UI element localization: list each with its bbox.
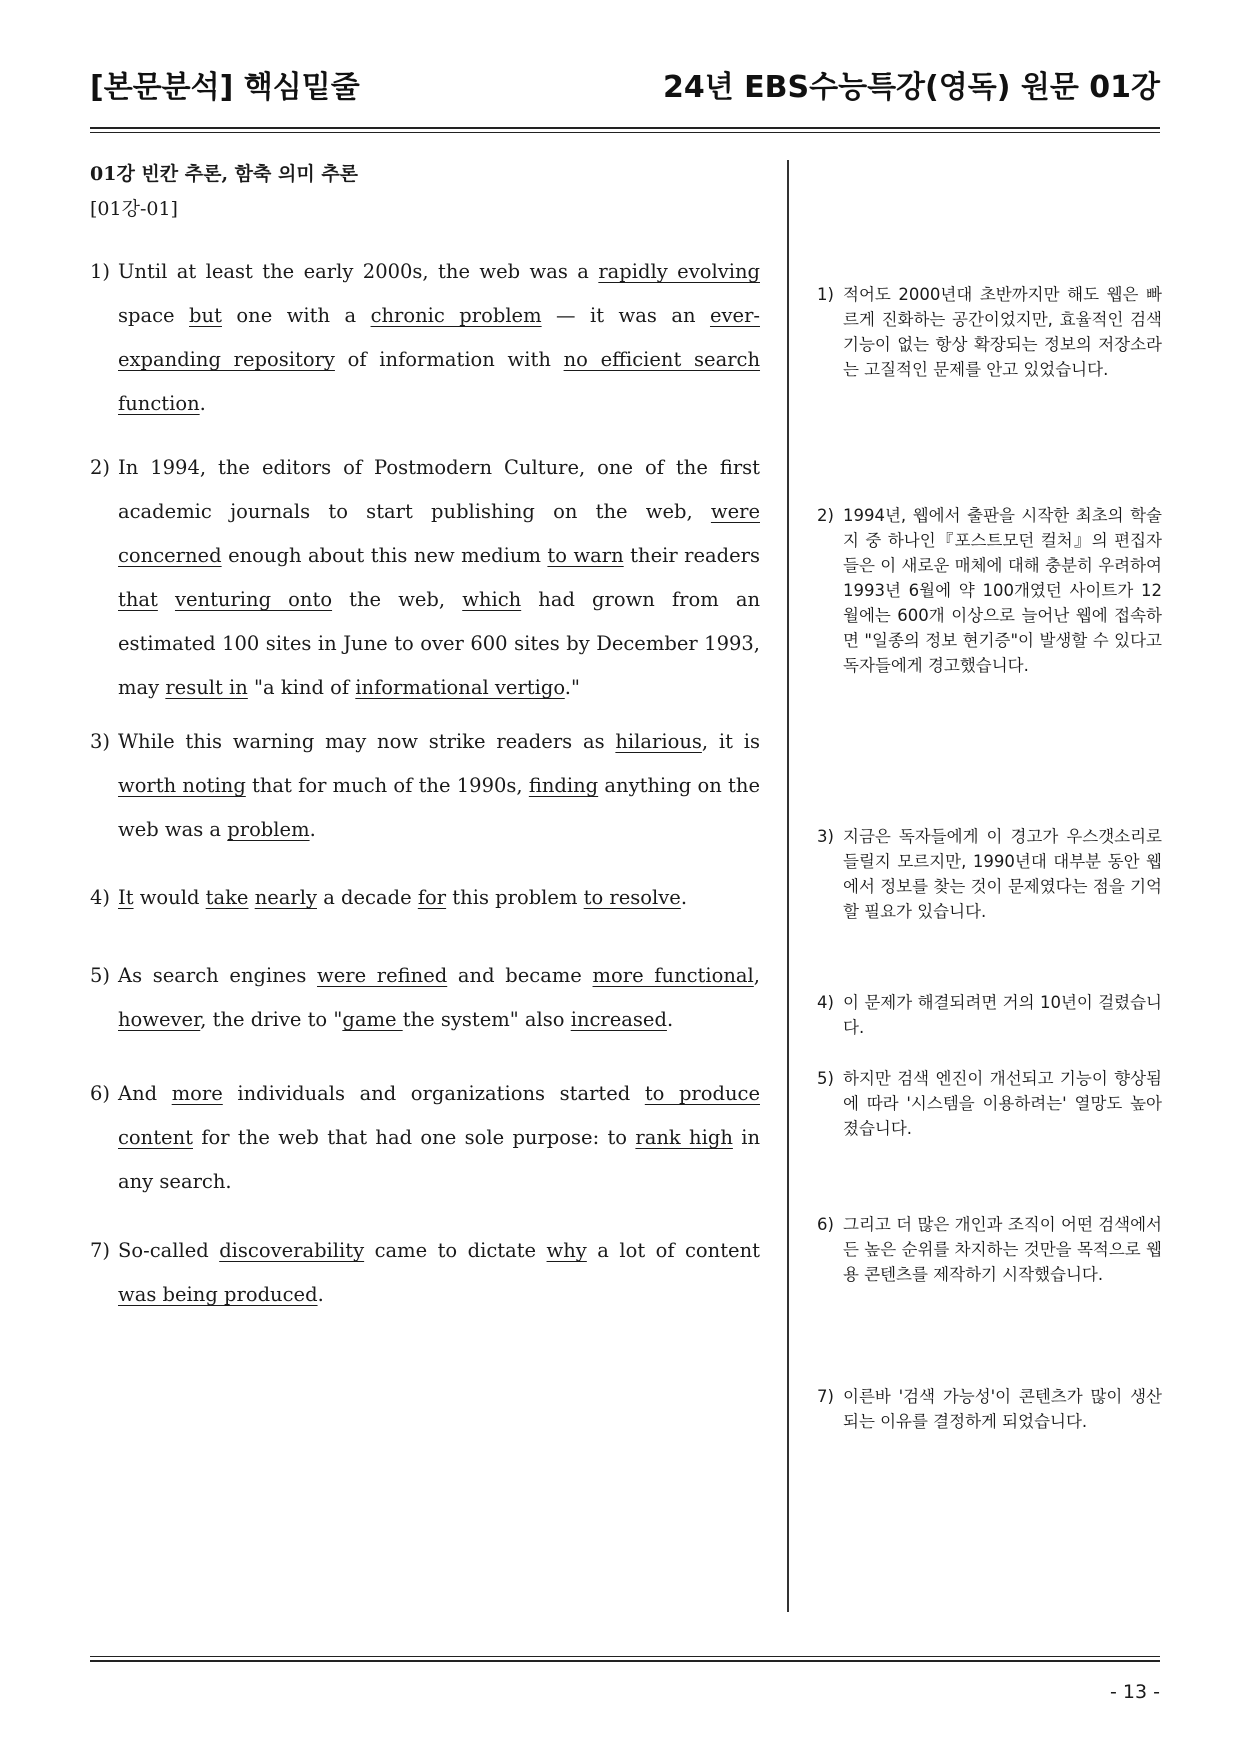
korean-translation <box>817 1212 1162 1287</box>
underlined-phrase: to warn <box>547 544 624 567</box>
underlined-phrase: discoverability <box>219 1239 365 1262</box>
sentence-text: So-called discoverability came to dictate why a lot of content was being produced. <box>118 1239 760 1306</box>
sentence-number: 1) <box>90 260 111 283</box>
underlined-phrase: which <box>462 588 522 611</box>
column-divider <box>787 160 789 1612</box>
sentence-number: 5) <box>90 964 111 987</box>
header-left-title: [본문분석] 핵심밑줄 <box>90 70 360 105</box>
footer-rule-thin <box>90 1656 1160 1657</box>
english-sentence <box>90 446 760 710</box>
underlined-phrase: venturing onto <box>174 588 333 611</box>
underlined-phrase: that <box>118 588 158 611</box>
header-rule-thin <box>90 132 1160 133</box>
translation-text: 하지만 검색 엔진이 개선되고 기능이 향상됨에 따라 '시스템을 이용하려는' 열망도 높아졌습니다. <box>843 1069 1162 1138</box>
underlined-phrase: was being produced <box>118 1283 318 1306</box>
sentence-number: 4) <box>90 886 111 909</box>
sentence-text: In 1994, the editors of Postmodern Culture, one of the first academic journals to start publishing on the web, were concerned enough about this new medium to warn their readers that venturing onto the web, which had grown from an estimated 100 sites in June to over 600 sites by December 1993, may result in "a kind of informational vertigo." <box>118 456 761 699</box>
sentence-number: 7) <box>90 1239 111 1262</box>
underlined-phrase: problem <box>227 818 310 841</box>
english-sentence <box>90 954 760 1042</box>
underlined-phrase: were refined <box>317 964 448 987</box>
underlined-phrase: game <box>342 1008 403 1031</box>
underlined-phrase: why <box>546 1239 587 1262</box>
underlined-phrase: chronic problem <box>370 304 542 327</box>
underlined-phrase: nearly <box>254 886 317 909</box>
korean-translation <box>817 824 1162 924</box>
translation-number: 6) <box>817 1215 834 1234</box>
underlined-phrase: result in <box>165 676 248 699</box>
english-sentence <box>90 250 760 426</box>
translation-number: 3) <box>817 827 834 846</box>
underlined-phrase: increased <box>570 1008 667 1031</box>
underlined-phrase: more functional <box>592 964 754 987</box>
translation-text: 이른바 '검색 가능성'이 콘텐츠가 많이 생산되는 이유를 결정하게 되었습니다. <box>843 1387 1162 1431</box>
sentence-number: 6) <box>90 1082 111 1105</box>
underlined-phrase: hilarious <box>615 730 702 753</box>
korean-translation <box>817 990 1162 1040</box>
underlined-phrase: but <box>189 304 222 327</box>
section-subtitle: [01강-01] <box>90 198 178 220</box>
translation-number: 7) <box>817 1387 834 1406</box>
sentence-text: As search engines were refined and became more functional, however, the drive to "game the system" also increased. <box>118 964 760 1031</box>
sentence-number: 3) <box>90 730 111 753</box>
korean-translation <box>817 1066 1162 1141</box>
underlined-phrase: to produce content <box>118 1082 760 1149</box>
footer-rule <box>90 1660 1160 1662</box>
sentence-number: 2) <box>90 456 111 479</box>
sentence-text: And more individuals and organizations started to produce content for the web that had one sole purpose: to rank high in any search. <box>118 1082 761 1193</box>
translation-text: 적어도 2000년대 초반까지만 해도 웹은 빠르게 진화하는 공간이었지만, 효율적인 검색 기능이 없는 항상 확장되는 정보의 저장소라는 고질적인 문제를 안고 있었습니다. <box>843 285 1162 379</box>
translation-number: 2) <box>817 506 834 525</box>
english-sentence <box>90 876 760 920</box>
underlined-phrase: worth noting <box>118 774 246 797</box>
underlined-phrase: no efficient search function <box>118 348 761 415</box>
translation-number: 5) <box>817 1069 834 1088</box>
underlined-phrase: to resolve <box>583 886 681 909</box>
translation-text: 1994년, 웹에서 출판을 시작한 최초의 학술지 중 하나인『포스트모던 컬처』의 편집자들은 이 새로운 매체에 대해 충분히 우려하여 1993년 6월에 약 100개였던 사이트가 12월에는 600개 이상으로 늘어난 웹에 접속하면 "일종의 정보 현기증"이 발생할 수 있다고 독자들에게 경고했습니다. <box>843 506 1162 675</box>
korean-translation <box>817 503 1162 678</box>
translation-text: 지금은 독자들에게 이 경고가 우스갯소리로 들릴지 모르지만, 1990년대 대부분 동안 웹에서 정보를 찾는 것이 문제였다는 점을 기억할 필요가 있습니다. <box>843 827 1162 921</box>
header-rule <box>90 127 1160 129</box>
sentence-text: While this warning may now strike readers as hilarious, it is worth noting that for much of the 1990s, finding anything on the web was a problem. <box>118 730 760 841</box>
translation-text: 이 문제가 해결되려면 거의 10년이 걸렸습니다. <box>843 993 1162 1037</box>
underlined-phrase: It <box>118 886 134 909</box>
underlined-phrase: informational vertigo <box>355 676 565 699</box>
page-number: - 13 - <box>1110 1681 1160 1703</box>
underlined-phrase: finding <box>528 774 599 797</box>
translation-number: 4) <box>817 993 834 1012</box>
underlined-phrase: ever-expanding repository <box>118 304 760 371</box>
translation-text: 그리고 더 많은 개인과 조직이 어떤 검색에서든 높은 순위를 차지하는 것만을 목적으로 웹용 콘텐츠를 제작하기 시작했습니다. <box>843 1215 1162 1284</box>
korean-translation <box>817 1384 1162 1434</box>
underlined-phrase: more <box>171 1082 223 1105</box>
sentence-text: It would take nearly a decade for this problem to resolve. <box>118 886 688 909</box>
english-sentence <box>90 1072 760 1204</box>
korean-translation <box>817 282 1162 382</box>
underlined-phrase: rapidly evolving <box>598 260 760 283</box>
section-title: 01강 빈칸 추론, 함축 의미 추론 <box>90 163 359 185</box>
english-sentence <box>90 1229 760 1317</box>
underlined-phrase: were concerned <box>118 500 760 567</box>
underlined-phrase: rank high <box>635 1126 733 1149</box>
underlined-phrase: take <box>205 886 249 909</box>
header-right-title: 24년 EBS수능특강(영독) 원문 01강 <box>662 70 1160 105</box>
sentence-text: Until at least the early 2000s, the web was a rapidly evolving space but one with a chronic problem — it was an ever-expanding repository of information with no efficient search function. <box>118 260 761 415</box>
underlined-phrase: for <box>417 886 447 909</box>
translation-number: 1) <box>817 285 834 304</box>
underlined-phrase: however <box>118 1008 201 1031</box>
english-sentence <box>90 720 760 852</box>
